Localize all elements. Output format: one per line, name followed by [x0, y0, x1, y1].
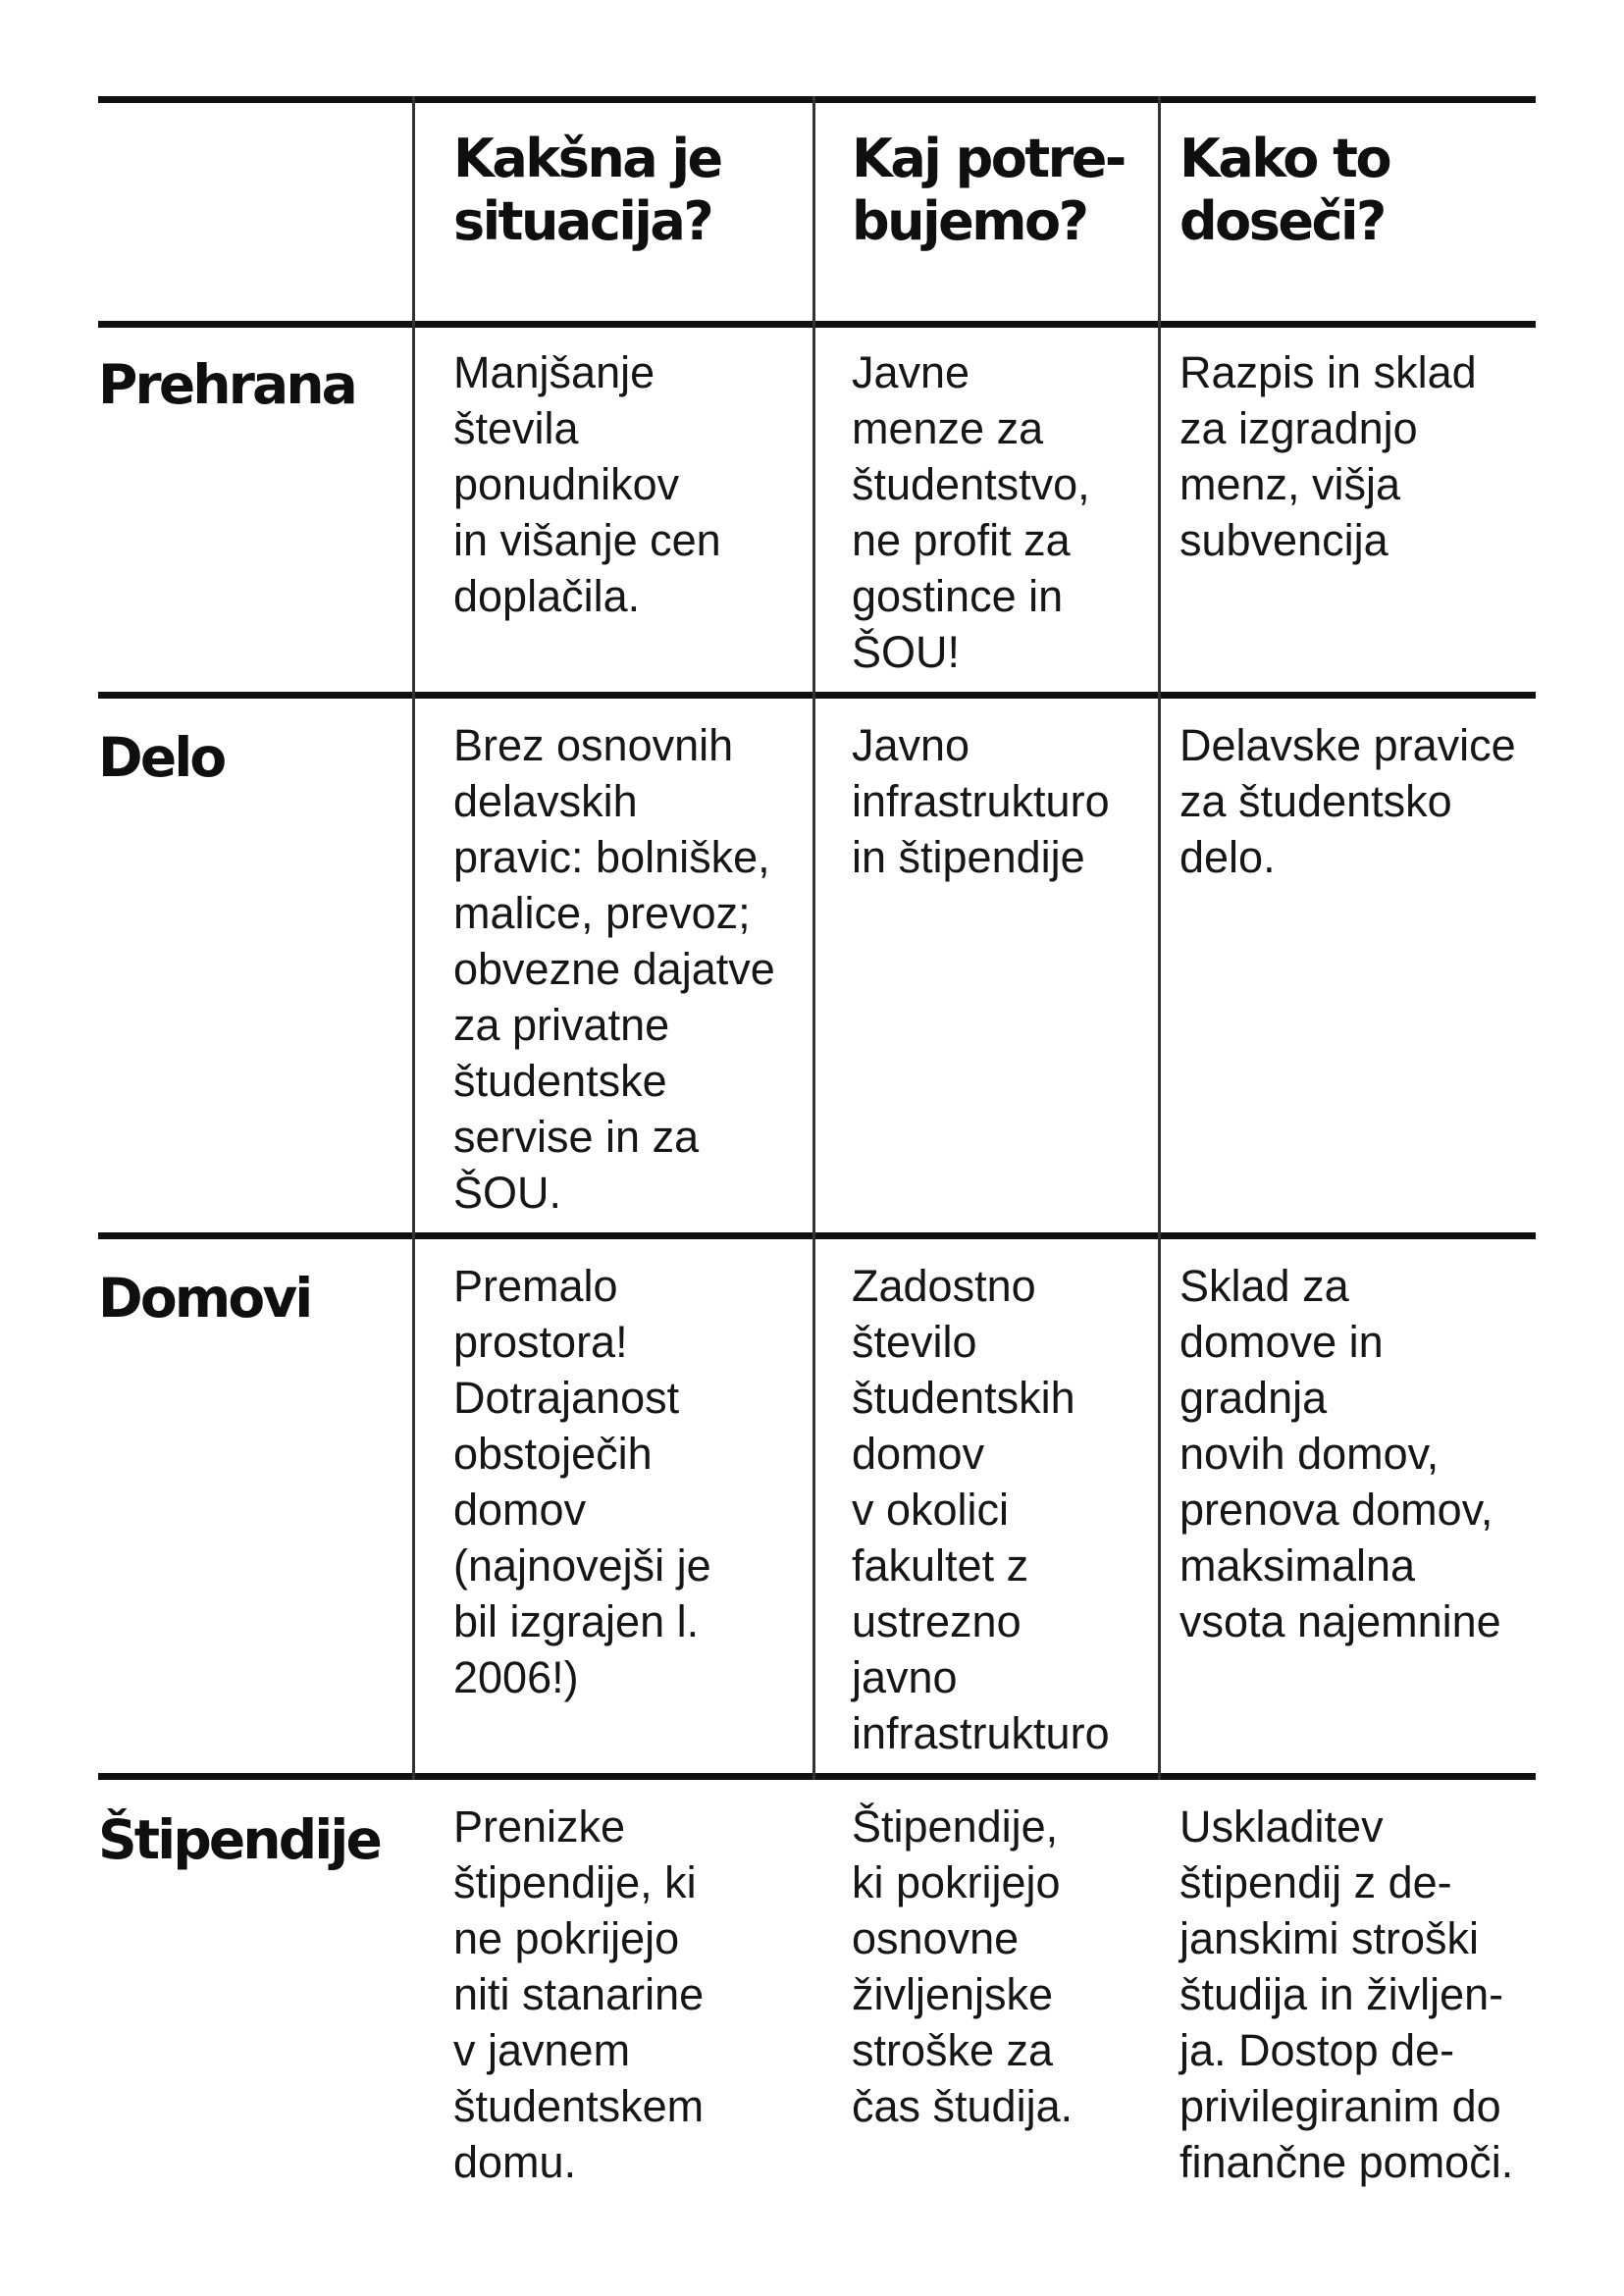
- column-separator-1: [412, 96, 415, 1780]
- row-label-domovi: Domovi: [98, 1267, 311, 1330]
- cell-delo-need: Javno infrastrukturo in štipendije: [852, 720, 1110, 882]
- header-situation: Kakšna je situacija?: [453, 128, 721, 252]
- cell-prehrana-how: Razpis in sklad za izgradnjo menz, višja subvencija: [1179, 347, 1477, 565]
- row-label-stipendije: Štipendije: [98, 1808, 380, 1871]
- cell-prehrana-situation: Manjšanje števila ponudnikov in višanje cen doplačila.: [453, 347, 721, 621]
- header-need: Kaj potre- bujemo?: [852, 128, 1125, 252]
- cell-domovi-how: Sklad za domove in gradnja novih domov, prenova domov, maksimalna vsota najemnine: [1179, 1261, 1501, 1646]
- row-label-prehrana: Prehrana: [98, 353, 355, 416]
- row-divider-domovi: [98, 1773, 1536, 1780]
- cell-delo-how: Delavske pravice za študentsko delo.: [1179, 720, 1516, 882]
- cell-delo-situation: Brez osnovnih delavskih pravic: bolniške, malice, prevoz; obvezne dajatve za privatne študentske servise in za ŠOU.: [453, 720, 775, 1218]
- row-divider-prehrana: [98, 692, 1536, 699]
- row-divider-delo: [98, 1232, 1536, 1239]
- cell-stipendije-how: Uskladitev štipendij z de- janskimi stroški študija in življen- ja. Dostop de- privilegiranim do finančne pomoči.: [1179, 1801, 1514, 2187]
- cell-domovi-situation: Premalo prostora! Dotrajanost obstoječih domov (najnovejši je bil izgrajen l. 2006!): [453, 1261, 711, 1702]
- cell-domovi-need: Zadostno število študentskih domov v okolici fakultet z ustrezno javno infrastrukturo: [852, 1261, 1110, 1758]
- cell-stipendije-need: Štipendije, ki pokrijejo osnovne življenjske stroške za čas študija.: [852, 1801, 1074, 2131]
- header-how: Kako to doseči?: [1179, 128, 1390, 252]
- header-bottom-rule: [98, 321, 1536, 328]
- table-top-rule: [98, 96, 1536, 103]
- row-label-delo: Delo: [98, 726, 225, 789]
- cell-stipendije-situation: Prenizke štipendije, ki ne pokrijejo niti stanarine v javnem študentskem domu.: [453, 1801, 705, 2187]
- cell-prehrana-need: Javne menze za študentstvo, ne profit za gostince in ŠOU!: [852, 347, 1090, 677]
